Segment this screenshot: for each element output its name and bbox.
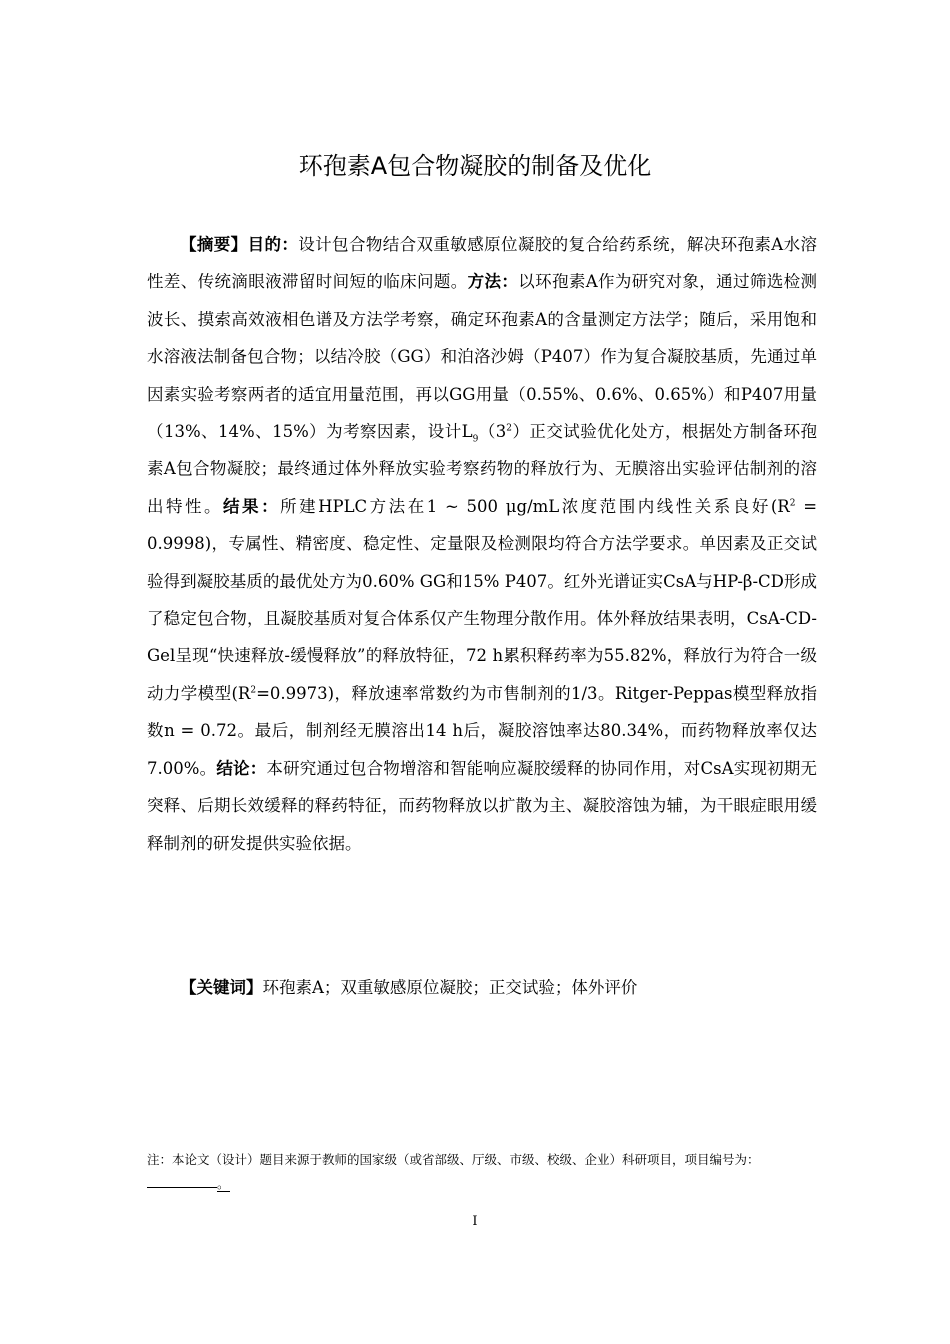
conclusion-text: 本研究通过包合物增溶和智能响应凝胶缓释的协同作用，对CsA实现初期无突释、后期长效缓释的释药特征，而药物释放以扩散为主、凝胶溶蚀为辅，为干眼症眼用缓释制剂的研发提供实验依据。 (147, 758, 817, 853)
project-number-blank (147, 1173, 217, 1188)
page-number: I (472, 1214, 478, 1229)
abstract-label: 【摘要】 (180, 235, 248, 254)
keywords-text: 环孢素A；双重敏感原位凝胶；正交试验；体外评价 (262, 978, 638, 997)
keywords-section (147, 970, 817, 1006)
methods-text-3: ）正交试验优化处方，根据处方制备环孢素A包合物凝胶；最终通过体外释放实验考察药物的释放行为、无膜溶出实验评估制剂的溶出特性。 (147, 422, 818, 516)
abstract-paragraph (147, 226, 817, 862)
methods-label: 方法： (467, 272, 519, 292)
footnote-end: 。 (217, 1176, 230, 1191)
results-superscript-2: 2 (250, 685, 257, 696)
results-superscript-1: 2 (789, 498, 796, 509)
methods-superscript: 2 (506, 423, 513, 434)
conclusion-label: 结论： (216, 758, 267, 778)
footnote (147, 1148, 817, 1196)
results-label: 结果： (223, 496, 281, 516)
keywords-paragraph (147, 970, 817, 1006)
footnote-text: 注：本论文（设计）题目来源于教师的国家级（或省部级、厅级、市级、校级、企业）科研项目，项目编号为： (147, 1152, 760, 1167)
results-text-1: 所建HPLC方法在1 ~ 500 μg/mL浓度范围内线性关系良好(R (280, 496, 790, 516)
results-text-2: = 0.9998)，专属性、精密度、稳定性、定量限及检测限均符合方法学要求。单因素及正交试验得到凝胶基质的最优处方为0.60% GG和15% P407。红外光谱证实CsA与HP-β-CD形成了稳定包合物，且凝胶基质对复合体系仅产生物理分散作用。体外释放结果表明，CsA-CD-Gel呈现“快速释放-缓慢释放”的释放特征，72 h累积释药率为55.82%，释放行为符合一级动力学模型(R (147, 496, 818, 703)
paper-title: 环孢素A包合物凝胶的制备及优化 (298, 152, 652, 180)
results-text-3: =0.9973)，释放速率常数约为市售制剂的1/3。Ritger-Peppas模型释放指数n = 0.72。最后，制剂经无膜溶出14 h后，凝胶溶蚀率达80.34%，而药物释放率仅达7.00%。 (147, 683, 817, 778)
methods-text-2: （3 (478, 422, 507, 442)
abstract-section (147, 226, 817, 862)
keywords-label: 【关键词】 (180, 978, 263, 997)
objective-text: 设计包合物结合双重敏感原位凝胶的复合给药系统，解决环孢素A水溶性差、传统滴眼液滞留时间短的临床问题。 (147, 235, 818, 292)
methods-subscript: 9 (472, 434, 479, 445)
methods-text-1: 以环孢素A作为研究对象，通过筛选检测波长、摸索高效液相色谱及方法学考察，确定环孢素A的含量测定方法学；随后，采用饱和水溶液法制备包合物；以结冷胶（GG）和泊洛沙姆（P407）作为复合凝胶基质，先通过单因素实验考察两者的适宜用量范围，再以GG用量（0.55%、0.6%、0.65%）和P407用量（13%、14%、15%）为考察因素，设计L (147, 272, 818, 442)
objective-label: 目的： (247, 235, 299, 254)
